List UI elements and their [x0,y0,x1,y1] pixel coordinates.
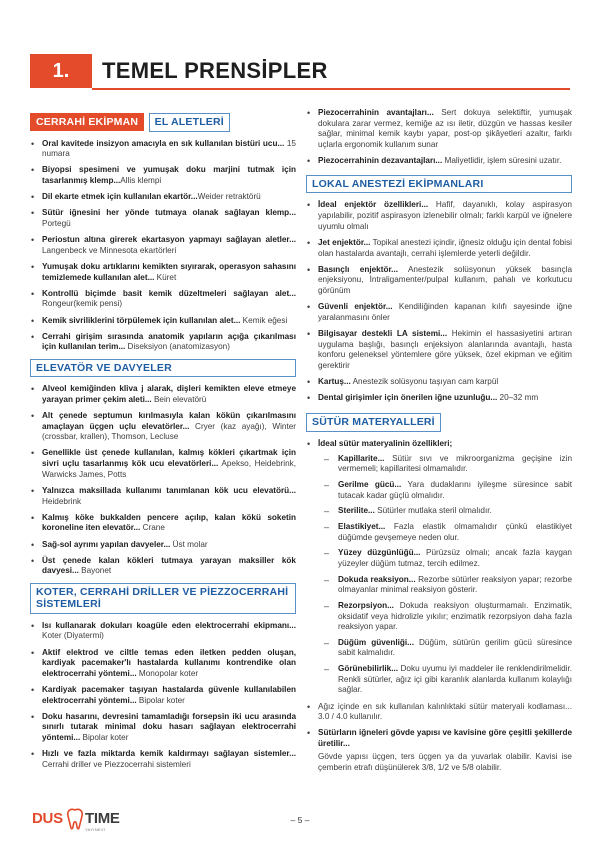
list-item [324,506,572,517]
sutur-closing-text: Gövde yapısı üçgen, ters üçgen ya da yuvarlak olabilir. Kavisi ise çemberin etrafı düşünülerek 3/8, 1/2 ve 5/8 olabilir. [318,752,572,772]
item-term: Kapillarite... [338,453,385,463]
el-aletleri-list [30,139,296,354]
title-underline [92,88,570,90]
item-term: Yumuşak doku artıklarını kemikten sıyırarak, operasyon sahasını temizlemede kullanılan alet... [42,262,296,282]
item-term: Piezocerrahinin dezavantajları... [318,156,443,166]
item-term: Kalmış köke bukkalden pencere açılıp, kalan kökü soketin koroneline iten elevatör... [42,512,296,533]
list-item [306,377,572,388]
elevator-list [30,384,296,577]
list-item [30,749,296,770]
list-item [324,601,572,633]
item-definition: Bipolar koter [80,733,129,743]
item-definition: Topikal anestezi içindir, iğnesiz olduğu için dental fobisi olan hastalarda avantajlı, cerrahi işlemlerde yeterli değildir. [318,237,572,258]
item-definition: Monopolar koter [136,668,199,678]
item-term: Görünebilirlik... [338,664,399,674]
sutur-properties-list [324,454,572,696]
item-term: Dental girişimler için önerilen iğne uzunluğu... [318,393,498,403]
item-definition: Sütürler mutlaka steril olmalıdır. [374,506,492,516]
item-term: Hızlı ve fazla miktarda kemik kaldırmayı sağlayan sistemler... [42,749,296,759]
item-term: Üst çenede kalan kökleri tutmaya yarayan maksiller kök davyesi... [42,555,296,576]
list-item [306,439,572,696]
item-term: Cerrahi girişim sırasında anatomik yapıların açığa çıkarılması için kullanılan terim... [42,331,296,352]
logo-dus-text: DUS [32,810,63,827]
list-item [30,289,296,310]
item-term: Yüzey düzgünlüğü... [338,548,421,558]
item-term: Bilgisayar destekli LA sistemi... [318,328,448,338]
list-item [30,192,296,203]
item-definition: Yara dudaklarını iyileşme süresince sabit tutacak kadar güçlü olmalıdır. [338,479,572,500]
list-item [30,556,296,577]
list-item [30,316,296,327]
list-item [306,702,572,723]
list-item [306,238,572,259]
heading-elevator-davyeler: ELEVATÖR VE DAVYELER [30,359,296,378]
item-term: Yalnızca maksillada kullanımı tanımlanan kök ucu elevatörü... [42,485,296,495]
item-definition: Maliyetlidir, işlem süresini uzatır. [442,156,562,166]
sutur-list [306,439,572,696]
item-term: Dil ekarte etmek için kullanılan ekartör... [42,192,198,202]
item-term: Kartuş... [318,377,351,387]
item-term: Oral kavitede insizyon amacıyla en sık kullanılan bistüri ucu... [42,138,285,148]
piezo-list [306,108,572,167]
item-definition: Anestezik solüsyonu taşıyan cam karpül [350,377,499,387]
list-item [306,393,572,404]
item-definition: Weider retraktörü [197,192,261,202]
list-item [306,728,572,749]
list-item [30,262,296,283]
list-item [30,540,296,551]
item-definition: Portegü [42,219,71,229]
item-term: Sağ-sol ayrımı yapılan davyeler... [42,539,171,549]
item-term: Alt çenede septumun kırılmasıyla kalan kökün çıkarılmasını amaçlayan üçgen uçlu elevatörler... [42,411,296,431]
list-item [30,648,296,680]
item-definition: Sert dokuya selektiftir, yumuşak dokulara zarar vermez, kemiğe az ısı iletir, düzgün ve hassas kesiler sağlar, minimal kemik kaybı yapar, post-op şikâyetleri azaltır, farklı uçlarla ergonomik kullanım sunar [318,108,572,149]
item-definition: Sütür sıvı ve mikroorganizma geçişine izin vermemeli; kapillaritesi olmamalıdır. [338,453,572,474]
section-cerrahi-ekipman: CERRAHİ EKİPMAN [30,113,144,131]
item-definition: Fazla elastik olmamalıdır çünkü elastikiyet düğümde gevşemeye neden olur. [338,521,572,542]
chapter-header [30,48,570,100]
koter-list [30,621,296,771]
list-item [30,486,296,507]
item-definition: Koter (Diyatermi) [42,631,104,641]
item-term: Sütürların iğneleri gövde yapısı ve kavisine göre çeşitli şekillerde üretilir... [318,728,572,749]
list-item [30,621,296,642]
item-term: Elastikiyet... [338,521,386,531]
item-definition: Allis klempi [120,176,162,186]
list-item [324,638,572,659]
item-definition: Kemik eğesi [240,315,288,325]
heading-el-aletleri: EL ALETLERİ [149,113,230,132]
list-item [324,454,572,475]
list-item [30,712,296,744]
list-item [306,265,572,297]
item-term: Piezocerrahinin avantajları... [318,108,434,117]
list-item [30,139,296,160]
chapter-number: 1. [30,54,92,88]
list-item [306,156,572,167]
list-item [306,108,572,151]
item-definition: Crane [140,523,165,533]
item-term: Kardiyak pacemaker taşıyan hastalarda güvenle kullanılabilen elektrocerrahi yöntemi... [42,685,296,705]
item-term: Aktif elektrod ve ciltle temas eden iletken pedden oluşan, kardiyak pacemaker'lı hastalarda kullanımı kontrendike olan elektrocerrahi yöntemi... [42,647,296,678]
item-definition: Kendiliğinden kapanan kılıfı sayesinde iğne yaralanmasını önler [318,302,573,322]
list-item [324,575,572,596]
item-definition: Cerrahi driller ve Piezzocerrahi sistemleri [42,759,191,769]
item-term: Sütür iğnesini her yönde tutmaya olanak sağlayan klemp... [42,208,296,218]
list-item [30,208,296,229]
item-definition: 15 numara [42,138,296,159]
item-definition: Rezorbe sütürler reaksiyon yapar; rezorbe olmayanlar minimal reaksiyon gösterir. [338,574,572,595]
lokal-anestezi-list [306,200,572,404]
item-definition: 20–32 mm [497,393,539,403]
item-definition: Ağız içinde en sık kullanılan kalınlıktaki sütür materyali kodlaması... 3.0 / 4.0 kullanılır. [318,701,572,722]
item-definition: Anestezik solüsyonun yüksek basınçla enjeksiyonu, İntraligamenter/pulpal kullanım, pahalı ve korkutucu görünüm [318,264,572,295]
item-definition: Cryer (kaz ayağı), Winter (crossbar, krallen), Thomson, Lecluse [42,421,296,442]
heading-sutur: SÜTÜR MATERYALLERİ [306,413,441,432]
item-definition: Diseksiyon (anatomizasyon) [125,342,230,352]
list-item [324,664,572,696]
item-term: Güvenli enjektör... [318,302,393,312]
item-term: Düğüm güvenliği... [338,637,414,647]
list-item [30,685,296,706]
item-definition: Bayonet [78,566,112,576]
item-term: Biyopsi spesimeni ve yumuşak doku marjini tutmak için tasarlanmış klemp... [42,165,296,186]
item-term: Gerilme gücü... [338,479,402,489]
item-term: Alveol kemiğinden kliva j alarak, dişleri kemikten eleve etmeye yarayan primer çekim aleti... [42,384,296,404]
item-definition: Üst molar [170,539,208,549]
list-item [30,235,296,256]
list-item [30,384,296,405]
list-item [306,302,572,323]
logo-time-text: TIME [85,810,120,827]
item-definition: Apekso, Heidebrink, Warwicks James, Potts [42,459,296,479]
list-item [30,513,296,534]
item-term: Jet enjektör... [318,237,371,247]
item-definition: Dokuda reaksiyon oluşturmamalı. Enzimatik, oksidatif veya hidrolizle yıkılır; enzimatik rezorpsiyon daha fazla reaksiyon yapar. [338,600,572,632]
logo-subtitle: YAYINEVİ [85,827,106,832]
sutur-more-list [306,702,572,750]
item-term: Kemik sivriliklerini törpülemek için kullanılan alet... [42,315,241,325]
item-definition: Hekimin el hassasiyetini artıran uygulama başlığı, basınçlı enjeksiyon alanlarında avantajlı, hasta konforu geleneksel yöntemlere göre yüksek, özel ekipman ve eğitim gerektirir [318,328,572,370]
ideal-sutur-label: İdeal sütür materyalinin özellikleri; [318,438,453,448]
page-number: – 5 – [290,815,310,825]
item-definition: Küret [154,272,177,282]
item-term: Periostun altına girerek ekartasyon yapmayı sağlayan aletler... [42,235,296,245]
chapter-title: TEMEL PRENSİPLER [102,58,328,83]
item-definition: Hafif, dayanıklı, kolay aspirasyon yapılabilir, pozitif aspirasyon izlenebilir olmalı; farklı karpül ve iğnelere uyumlu olmalı [318,200,572,231]
item-definition: Doku uyumu iyi maddeler ile renklendirilmelidir. Renkli sütürler, ağız içi gibi karanlık alanlarda kullanım kolaylığı sağlar. [338,664,572,695]
item-term: Isı kullanarak dokuları koagüle eden elektrocerrahi ekipmanı... [42,620,296,630]
item-term: Sterilite... [338,506,375,516]
item-term: Rezorpsiyon... [338,600,394,610]
item-term: Dokuda reaksiyon... [338,574,416,584]
list-item [306,200,572,232]
list-item [324,480,572,501]
item-definition: Langenbeck ve Minnesota ekartörleri [42,245,177,255]
heading-koter: KOTER, CERRAHİ DRİLLER VE PİEZZOCERRAHİ SİSTEMLERİ [30,583,296,614]
item-term: Doku hasarını, devresini tamamladığı forsepsin iki ucu arasında sınırlı tutarak minimal doku hasarı sağlayan elektrocerrahi yöntemi... [42,711,296,743]
list-item [324,522,572,543]
item-term: Basınçlı enjektör... [318,264,399,274]
right-column [306,108,572,774]
list-item [30,448,296,480]
item-definition: Rongeur(kemik pensi) [42,299,123,309]
list-item [30,165,296,186]
list-item [306,329,572,372]
item-definition: Bipolar koter [136,695,185,705]
item-term: Kontrollü biçimde basit kemik düzeltmeleri sağlayan alet... [42,288,296,298]
item-term: İdeal enjektör özellikleri... [318,200,429,210]
item-definition: Pürüzsüz olmalı; ancak fazla kaygan yüzeyler düğüm tutmaz, tercih edilmez. [338,548,572,568]
list-item [30,332,296,353]
item-definition: Heidebrink [42,496,82,506]
item-term: Genellikle üst çenede kullanılan, kalmış kökleri çıkartmak için sivri uçlu tasarlanmış kök ucu elevatörleri... [42,448,296,469]
item-definition: Bein elevatörü [151,394,207,404]
list-item [30,411,296,443]
heading-lokal-anestezi: LOKAL ANESTEZİ EKİPMANLARI [306,175,572,194]
left-column [30,108,296,776]
list-item [324,548,572,569]
item-definition: Düğüm, sütürün gerilim gücü süresince sabit kalmalıdır. [338,637,572,658]
